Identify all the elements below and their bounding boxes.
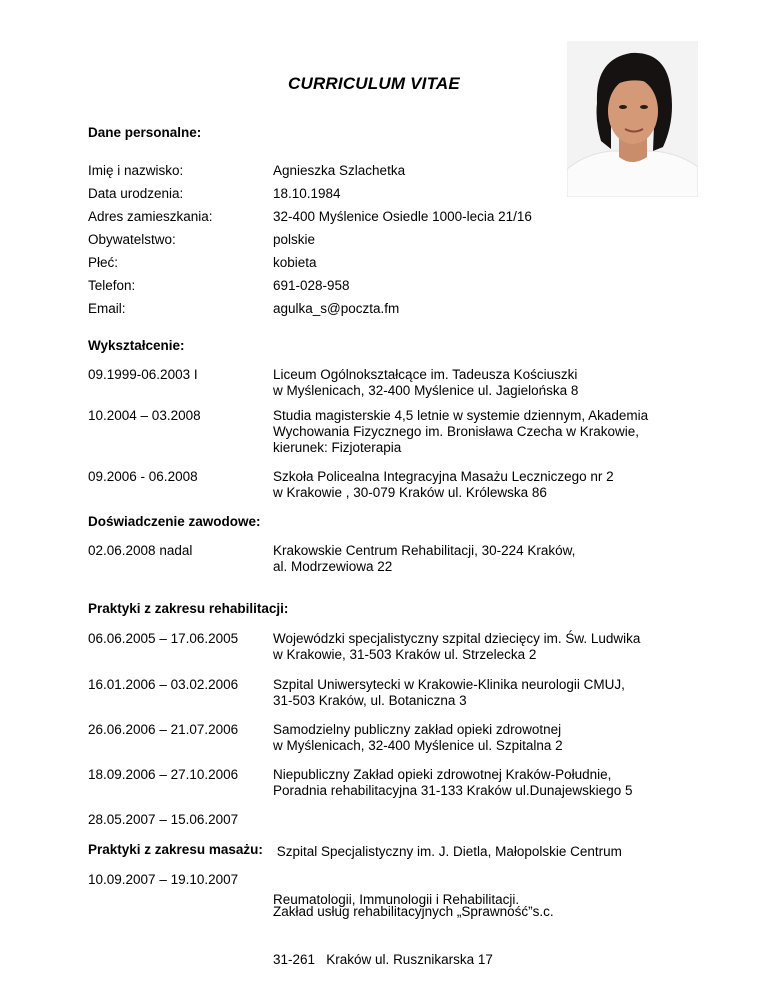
practice-entry <box>273 767 632 799</box>
section-heading-education: Wykształcenie: <box>88 338 185 353</box>
label-name: Imię i nazwisko: <box>88 163 184 178</box>
practice-date: 18.09.2006 – 27.10.2006 <box>88 767 239 782</box>
experience-entry <box>273 543 575 575</box>
section-heading-personal: Dane personalne: <box>88 125 202 140</box>
practice-line: 31-261 Kraków ul. Rusznikarska 17 <box>273 952 493 967</box>
experience-date: 02.06.2008 nadal <box>88 543 193 558</box>
practice-date: 26.06.2006 – 21.07.2006 <box>88 722 239 737</box>
education-date: 09.2006 - 06.2008 <box>88 469 198 484</box>
practice-line: w Krakowie, 31-503 Kraków ul. Strzelecka 2 <box>273 647 537 662</box>
practice-entry <box>273 872 554 984</box>
practice-line: Zakład usług rehabilitacyjnych „Sprawność”s.c. <box>273 904 554 919</box>
experience-line: al. Modrzewiowa 22 <box>273 559 393 574</box>
education-entry <box>273 469 614 501</box>
practice-date: 10.09.2007 – 19.10.2007 <box>88 872 239 887</box>
practice-line: w Myślenicach, 32-400 Myślenice ul. Szpitalna 2 <box>273 738 563 753</box>
portrait-illustration <box>567 41 698 197</box>
value-citizenship: polskie <box>273 232 316 247</box>
practice-entry <box>273 631 640 663</box>
value-email: agulka_s@poczta.fm <box>273 301 400 316</box>
label-email: Email: <box>88 301 126 316</box>
practice-line: Niepubliczny Zakład opieki zdrowotnej Kraków-Południe, <box>273 767 612 782</box>
education-entry <box>273 367 578 399</box>
section-heading-rehab-practice: Praktyki z zakresu rehabilitacji: <box>88 601 289 616</box>
value-gender: kobieta <box>273 255 317 270</box>
education-entry <box>273 408 648 456</box>
education-date: 10.2004 – 03.2008 <box>88 408 201 423</box>
page-title: CURRICULUM VITAE <box>288 74 460 93</box>
label-gender: Płeć: <box>88 255 119 270</box>
value-name: Agnieszka Szlachetka <box>273 163 406 178</box>
practice-date: 28.05.2007 – 15.06.2007 <box>88 812 239 827</box>
practice-line: Reumatologii, Immunologii i Rehabilitacji. <box>273 892 520 907</box>
education-line: w Krakowie , 30-079 Kraków ul. Królewska 86 <box>273 485 547 500</box>
label-phone: Telefon: <box>88 278 136 293</box>
practice-entry <box>273 677 625 709</box>
education-line: kierunek: Fizjoterapia <box>273 440 402 455</box>
value-birth-date: 18.10.1984 <box>273 186 341 201</box>
practice-line: 31-503 Kraków, ul. Botaniczna 3 <box>273 693 467 708</box>
practice-line: Poradnia rehabilitacyjna 31-133 Kraków ul.Dunajewskiego 5 <box>273 783 633 798</box>
portrait-photo <box>567 41 698 197</box>
education-line: Wychowania Fizycznego im. Bronisława Czecha w Krakowie, <box>273 424 640 439</box>
section-heading-massage-practice: Praktyki z zakresu masażu: <box>88 842 263 857</box>
label-address: Adres zamieszkania: <box>88 209 213 224</box>
education-date: 09.1999-06.2003 I <box>88 367 198 382</box>
practice-line: Wojewódzki specjalistyczny szpital dziecięcy im. Św. Ludwika <box>273 631 641 646</box>
education-line: Szkoła Policealna Integracyjna Masażu Leczniczego nr 2 <box>273 469 614 484</box>
practice-date: 16.01.2006 – 03.02.2006 <box>88 677 239 692</box>
section-heading-experience: Doświadczenie zawodowe: <box>88 514 261 529</box>
practice-entry <box>273 722 563 754</box>
education-line: w Myślenicach, 32-400 Myślenice ul. Jagielońska 8 <box>273 383 579 398</box>
education-line: Studia magisterskie 4,5 letnie w systemie dziennym, Akademia <box>273 408 649 423</box>
experience-line: Krakowskie Centrum Rehabilitacji, 30-224 Kraków, <box>273 543 576 558</box>
education-line: Liceum Ogólnokształcące im. Tadeusza Kościuszki <box>273 367 578 382</box>
practice-line: Szpital Uniwersytecki w Krakowie-Klinika neurologii CMUJ, <box>273 677 625 692</box>
value-phone: 691-028-958 <box>273 278 350 293</box>
label-citizenship: Obywatelstwo: <box>88 232 176 247</box>
practice-line: Samodzielny publiczny zakład opieki zdrowotnej <box>273 722 562 737</box>
practice-line: Szpital Specjalistyczny im. J. Dietla, Małopolskie Centrum <box>273 844 622 859</box>
practice-date: 06.06.2005 – 17.06.2005 <box>88 631 239 646</box>
label-birth-date: Data urodzenia: <box>88 186 184 201</box>
value-address: 32-400 Myślenice Osiedle 1000-lecia 21/16 <box>273 209 532 224</box>
